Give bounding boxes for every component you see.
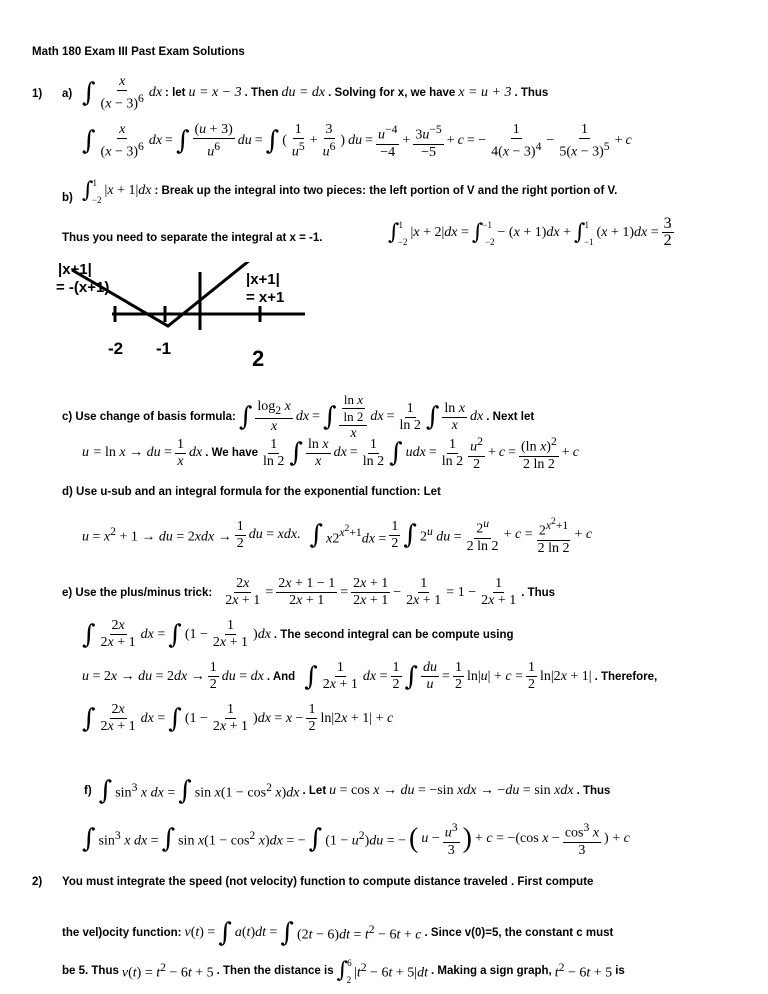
part-b-text: : Break up the integral into two pieces: the left portion of V and the right portion of V.: [154, 185, 618, 197]
part-a-line: [82, 74, 548, 113]
absolute-value-graph: [50, 262, 350, 372]
math-text: du = dx: [281, 85, 326, 101]
part-c-line: c) Use change of basis formula: ∫ $\frac{\log_2 x}{x}$ dx = ∫ $\frac{\frac{\text{ln x}}{\ln 2}}{x}$ dx = $\frac{1}{\ln 2}$ ∫ $\frac{\text{ln x}}{x}$ dx . Next let: [62, 392, 535, 441]
part-f-label: f): [84, 785, 92, 797]
part-b-result: ∫ 1 −2 |x + 2|dx = ∫ −1 −2 − (x + 1)dx + ∫ 1 −1 (x + 1)dx = $\frac{3}{2}$: [388, 215, 672, 249]
graph-left-label: |x+1|: [58, 262, 92, 278]
part-a-text: : let: [165, 87, 186, 100]
fraction: $\frac{x}{(x - 3)^6}$: [100, 122, 144, 160]
math-text: x = u + 3: [458, 85, 512, 101]
part-e-sub: u = 2x → du = 2dx → $\frac{1}{2}$ du = dx . And ∫ $\frac{1}{2x + 1}$ dx = $\frac{1}{2}$ ∫ $\frac{du}{u}$ = $\frac{1}{2}$ ln|u| + c = $\frac{1}{2}$ ln|2x + 1| . Therefore,: [82, 660, 658, 692]
problem-2-text: be 5. Thus: [62, 965, 119, 977]
part-e-result: ∫ $\frac{2x}{2x + 1}$ dx = ∫ (1 − $\frac{1}{2x + 1}$ )dx = x − $\frac{1}{2}$ ln|2x + 1| + c: [82, 702, 394, 734]
math-text: dx: [148, 85, 163, 101]
part-e-text: . And: [266, 670, 296, 683]
problem-2-text: . Since v(0)=5, the constant c must: [424, 927, 614, 939]
part-e-label: e) Use the plus/minus trick:: [62, 586, 213, 599]
problem-2-line3: be 5. Thus $v(t) = t^2 - 6t + 5$ . Then the distance is ∫ 6 2 $|t^2 - 6t + 5|dt$ . Making a sign graph, $t^2 - 6t + 5$ is: [62, 958, 625, 985]
tick-label: -1: [156, 339, 172, 358]
part-b-text2: Thus you need to separate the integral at x = -1.: [62, 232, 323, 244]
part-c-text: . We have: [205, 447, 259, 460]
integral-sign: ∫: [82, 78, 96, 109]
problem-2-text: the vel)ocity function:: [62, 927, 182, 939]
graph-right-label: = x+1: [246, 289, 285, 306]
part-c-text: . Next let: [486, 411, 535, 423]
part-b-label: b): [62, 192, 73, 204]
part-f-text: . Let: [302, 785, 327, 797]
part-e-line: e) Use the plus/minus trick: $\frac{2x}{2x + 1}$ = $\frac{2x + 1 - 1}{2x + 1}$ = $\frac{2x + 1}{2x + 1}$ − $\frac{1}{2x + 1}$ = 1 − $\frac{1}{2x + 1}$ . Thus: [62, 576, 556, 608]
problem-2-text: . Then the distance is: [216, 965, 334, 977]
part-e-step: ∫ $\frac{2x}{2x + 1}$ dx = ∫ (1 − $\frac{1}{2x + 1}$ )dx . The second integral can be compute using: [82, 618, 514, 650]
part-f-derivation: ∫ $\sin^3 x$ dx = ∫ $\sin x(1 - \cos^2 x)dx$ = − ∫ $(1 - u^2)du$ = − ( u − $\frac{u^3}{3}$ ) + c = −(cos x − $\frac{\cos^3 x}{3}$ ) + c: [82, 821, 630, 858]
part-b-line: ∫ 1 −2 |x + 1|dx : Break up the integral into two pieces: the left portion of V and the right portion of V.: [82, 178, 618, 205]
part-d-derivation: $u = x^2 + 1$ → du = 2xdx → $\frac{1}{2}$ du = xdx. ∫ $x2^{x^2+1}dx$ = $\frac{1}{2}$ ∫ 2$^u$ du = $\frac{2^u}{2 \ln 2}$ + c = $\frac{2^{x^2+1}}{2 \ln 2}$ + c: [82, 516, 593, 556]
part-c-derivation: u = ln x → du = $\frac{1}{x}$ dx . We have $\frac{1}{\ln 2}$ ∫ $\frac{\text{ln x}}{x}$ dx = $\frac{1}{\ln 2}$ ∫ udx = $\frac{1}{\ln 2}$ $\frac{u^2}{2}$ + c = $\frac{(\ln x)^2}{2 \ln 2}$ + c: [82, 435, 579, 472]
part-e-text: . Thus: [521, 586, 556, 599]
fraction: $\frac{x}{(x - 3)^6}$: [100, 74, 144, 112]
problem-1-label: 1): [32, 88, 43, 100]
part-a-text: . Solving for x, we have: [328, 87, 456, 100]
problem-2-text: . Making a sign graph,: [430, 965, 552, 977]
problem-2-text: is: [615, 965, 625, 977]
tick-label: -2: [108, 339, 124, 358]
part-d-label: d) Use u-sub and an integral formula for the exponential function: Let: [62, 486, 441, 498]
problem-2-line2: the vel)ocity function: v(t) = ∫ a(t)dt = ∫ $(2t - 6)dt = t^2 - 6t + c$ . Since v(0)=5, the constant c must: [62, 918, 614, 948]
part-a-text: . Then: [244, 87, 279, 100]
problem-2-label: 2): [32, 876, 43, 888]
graph-right-label: |x+1|: [246, 271, 280, 288]
part-a-text: . Thus: [514, 87, 549, 100]
part-f-text: . Thus: [576, 785, 611, 797]
part-c-label: c) Use change of basis formula:: [62, 411, 236, 423]
integral-sign: ∫: [82, 126, 96, 157]
math-text: u = x − 3: [188, 85, 242, 101]
part-a-derivation: ∫ $\frac{x}{(x - 3)^6}$ dx = ∫ $\frac{(u + 3)}{u^6}$ du = ∫ ( $\frac{1}{u^5}$ + $\frac{3}{u^6}$ ) du = $\frac{u^{-4}}{-4}$ + $\frac{3u^{-5}}{-5}$ + c = − $\frac{1}{4(x - 3)^4}$ − $\frac{1}{5(x - 3)^5}$ + c: [82, 122, 632, 160]
part-e-text: . The second integral can be compute using: [273, 628, 514, 641]
tick-label: 2: [252, 346, 265, 371]
part-e-text: . Therefore,: [594, 670, 658, 683]
page-title: Math 180 Exam III Past Exam Solutions: [32, 46, 245, 58]
graph-left-label: = -(x+1): [56, 279, 110, 296]
part-f-line: f) ∫ $\sin^3 x$ dx = ∫ $\sin x(1 - \cos^2 x)dx$ . Let u = cos x → du = −sin xdx → −du = sin xdx . Thus: [84, 776, 611, 806]
problem-2-line1: You must integrate the speed (not velocity) function to compute distance traveled . First compute: [62, 876, 594, 888]
part-a-label: a): [62, 88, 73, 100]
